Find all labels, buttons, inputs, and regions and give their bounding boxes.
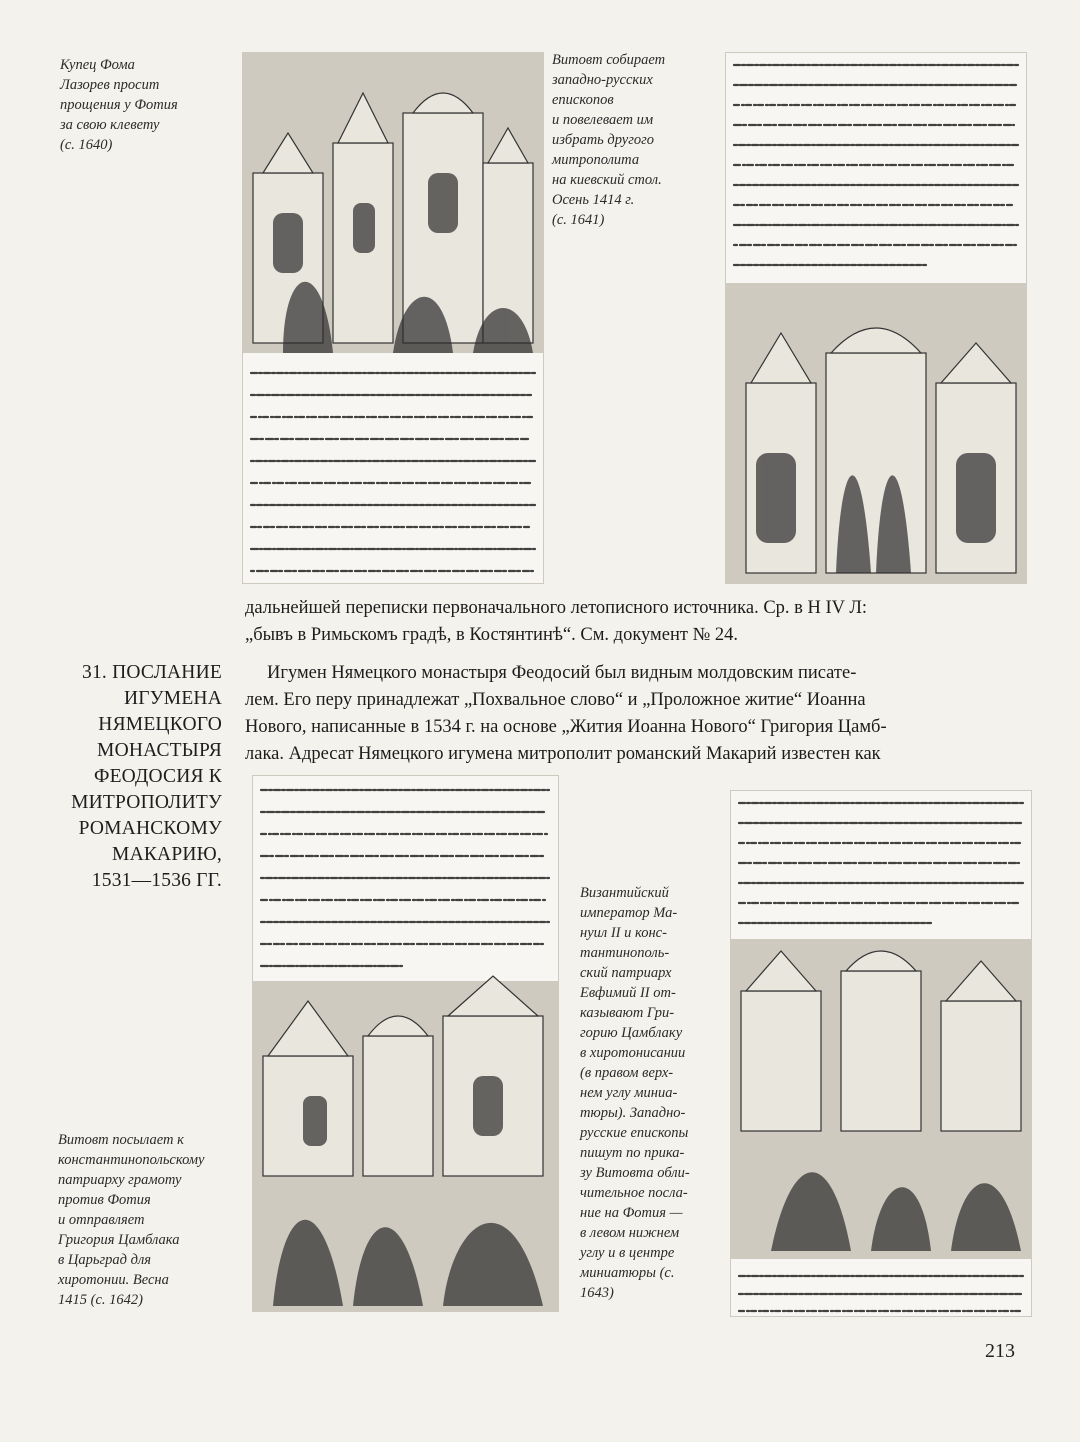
section-heading: 31. ПОСЛАНИЕ ИГУМЕНА НЯМЕЦКОГО МОНАСТЫРЯ ФЕОДОСИЯ К МИТРОПОЛИТУ РОМАНСКОМУ МАКАРИЮ, 1531—1536 ГГ. (71, 662, 222, 891)
caption-foma: Купец Фома Лазорев просит прощения у Фотия за свою клевету (с. 1640) (60, 57, 178, 153)
body-paragraph: Игумен Нямецкого монастыря Феодосий был видным молдовским писате- лем. Его перу принадлежат „Похвальное слово“ и „Проложное житие“ Иоанна Нового, написанные в 1534 г. на основе „Жития Иоанна Нового“ Григория Цамб- лака. Адресат Нямецкого игумена митрополит романский Макарий известен как (245, 663, 887, 764)
caption-vizantiyskiy: Византийский император Ма- нуил II и конс- тантинополь- ский патриарх Евфимий II от- казывают Гри- горию Цамблаку в хиротонисании (в правом верх- нем углу миниа- тюры). Западно- русские епископы пишут по прика- зу Витовта обли- чительное посла- ние на Фотия — в левом нижнем углу и в центре миниатюры (с. 1643) (580, 885, 690, 1301)
manuscript-plate-2 (725, 52, 1027, 584)
body-continuation: дальнейшей переписки первоначального летописного источника. Ср. в Н IV Л: „бывъ в Римьскомъ градѣ, в Костянтинѣ“. См. документ № 24. (245, 598, 868, 645)
caption-vitovt-posylaet: Витовт посылает к константинопольскому патриарху грамоту против Фотия и отправляет Григория Цамблака в Царьград для хиротонии. Весна 1415 (с. 1642) (58, 1132, 205, 1308)
manuscript-plate-4 (730, 790, 1032, 1317)
page-number: 213 (985, 1340, 1015, 1362)
manuscript-plate-1 (242, 52, 544, 584)
caption-vitovt-sobiraet: Витовт собирает западно-русских епископов и повелевает им избрать другого митрополита на киевский стол. Осень 1414 г. (с. 1641) (552, 52, 666, 228)
manuscript-plate-3 (252, 775, 559, 1312)
